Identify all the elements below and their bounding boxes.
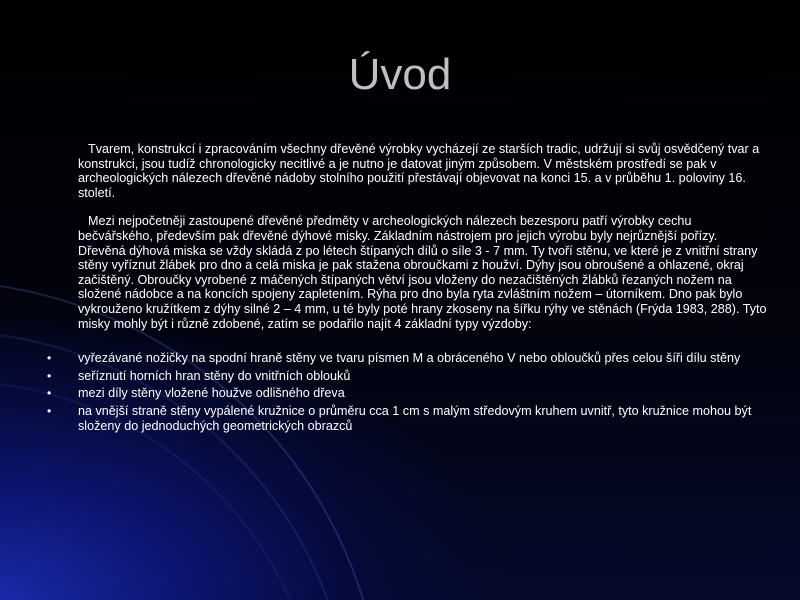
list-item-text: mezi díly stěny vložené houžve odlišného dřeva	[78, 386, 345, 401]
bullet-list	[47, 351, 768, 433]
list-item	[47, 368, 768, 384]
list-item-text: na vnější straně stěny vypálené kružnice o průměru cca 1 cm s malým středovým kruhem uvnitř, tyto kružnice mohou být složeny do jednoduchých geometrických obrazců	[78, 403, 752, 433]
list-item	[47, 403, 768, 433]
list-item	[47, 386, 768, 401]
bullet-icon: •	[47, 368, 52, 383]
list-item-text: vyřezávané nožičky na spodní hraně stěny ve tvaru písmen M a obráceného V nebo obloučků přes celou šíři dílu stěny	[78, 351, 741, 366]
bullet-icon: •	[47, 386, 52, 401]
slide-title: Úvod	[348, 50, 452, 99]
paragraph: Mezi nejpočetněji zastoupené dřevěné předměty v archeologických nálezech bezesporu patří výrobky cechu bečvářského, především pak dřevěné dýhové misky. Základním nástrojem pro jejich výrobu byly nejrůznější pořízy. Dřevěná dýhová miska se vždy skládá z po létech štípaných dílů o síle 3 - 7 mm. Ty tvoří stěnu, ve které je z vnitřní strany stěny vyříznut žlábek pro dno a celá miska je pak stažena obroučkami z houžví. Dýhy jsou obroušené a ohlazené, okraj začištěný. Obroučky vyrobené z máčených štípaných větví jsou vloženy do nezačištěných žlábků řezaných nožem na složené nádobce a na koncích spojeny zapletením. Rýha pro dno byla ryta zvláštním nožem – útorníkem. Dno pak bylo vykrouženo kružítkem z dýhy silné 2 – 4 mm, u té byly poté hrany zkoseny na šířku rýhy ve stěnách (Frýda 1983, 288). Tyto misky mohly být i různě zdobené, zatím se podařilo najít 4 základní typy výzdoby:	[78, 214, 767, 331]
bullet-icon: •	[47, 351, 52, 366]
list-item-text: seříznutí horních hran stěny do vnitřních oblouků	[78, 368, 351, 383]
slide-body	[47, 142, 768, 436]
bullet-icon: •	[47, 403, 52, 418]
list-item	[47, 351, 768, 366]
paragraph: Tvarem, konstrukcí i zpracováním všechny dřevěné výrobky vycházejí ze starších tradic, udržují si svůj osvědčený tvar a konstrukci, jsou tudíž chronologicky necitlivé a je nutno je datovat jiným způsobem. V městském prostředí se pak v archeologických nálezech dřevěné nádoby stolního použití přestávají objevovat na konci 15. a v průběhu 1. poloviny 16. století.	[78, 142, 760, 200]
